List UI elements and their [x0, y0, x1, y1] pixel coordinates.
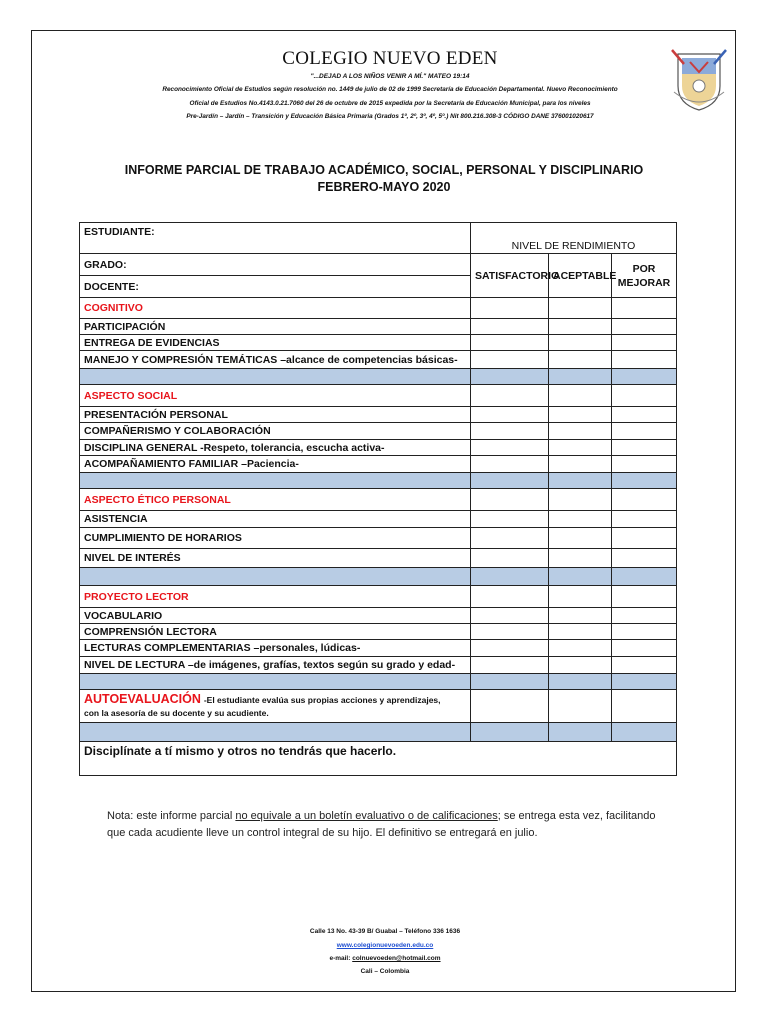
grade-label: GRADO: [80, 254, 471, 276]
criterion-row: COMPRENSIÓN LECTORA [80, 624, 471, 640]
performance-header [471, 223, 677, 254]
separator-band [612, 473, 677, 489]
grade-cell[interactable] [612, 549, 677, 568]
col-improve: POR MEJORAR [612, 254, 677, 298]
grade-cell[interactable] [549, 657, 612, 674]
note-suffix: ; se entrega esta vez, facilitando que cada acudiente lleve un control integral de su hijo. El definitivo se entregará en julio. [107, 810, 656, 839]
grade-cell[interactable] [612, 385, 677, 407]
separator-band [612, 674, 677, 690]
website-link[interactable]: www.colegionuevoeden.edu.co [336, 942, 434, 949]
grade-cell[interactable] [471, 335, 549, 351]
closing-quote: Disciplínate a tí mismo y otros no tendrás que hacerlo. [80, 742, 677, 776]
footer-website-row [190, 942, 580, 949]
separator-band [80, 473, 471, 489]
report-title: INFORME PARCIAL DE TRABAJO ACADÉMICO, SOCIAL, PERSONAL Y DISCIPLINARIO [124, 163, 644, 177]
grade-cell[interactable] [612, 657, 677, 674]
performance-header-text: NIVEL DE RENDIMIENTO [511, 240, 636, 252]
separator-band [80, 674, 471, 690]
note-underlined: no equivale a un boletín evaluativo o de calificaciones [235, 810, 498, 822]
grade-cell[interactable] [471, 440, 549, 456]
criterion-row: VOCABULARIO [80, 608, 471, 624]
grade-cell[interactable] [471, 608, 549, 624]
separator-band [612, 568, 677, 586]
grade-cell[interactable] [612, 335, 677, 351]
separator-band [80, 369, 471, 385]
teacher-label: DOCENTE: [80, 276, 471, 298]
section-title-aspecto-etico: ASPECTO ÉTICO PERSONAL [80, 489, 471, 511]
criterion-row: NIVEL DE LECTURA –de imágenes, grafías, textos según su grado y edad- [80, 657, 471, 674]
separator-band [549, 674, 612, 690]
separator-band [471, 369, 549, 385]
separator-band [612, 369, 677, 385]
grade-cell[interactable] [549, 640, 612, 657]
grade-cell[interactable] [471, 385, 549, 407]
grade-cell[interactable] [549, 690, 612, 723]
separator-band [80, 568, 471, 586]
grade-cell[interactable] [549, 511, 612, 528]
grade-cell[interactable] [549, 351, 612, 369]
email-label: e-mail: [329, 955, 353, 962]
criterion-row: ENTREGA DE EVIDENCIAS [80, 335, 471, 351]
col-acceptable: ACEPTABLE [549, 254, 612, 298]
grade-cell[interactable] [471, 489, 549, 511]
separator-band [549, 473, 612, 489]
separator-band [612, 723, 677, 742]
legal-line-1: Reconocimiento Oficial de Estudios según resolución no. 1449 de julio de 02 de 1999 Secretaría de Educación Departamental. Nuevo Reconocimiento [162, 86, 618, 93]
criterion-row: PARTICIPACIÓN [80, 319, 471, 335]
separator-band [471, 723, 549, 742]
grade-cell[interactable] [612, 624, 677, 640]
school-motto: "...DEJAD A LOS NIÑOS VENIR A MÍ." MATEO 19:14 [310, 73, 470, 80]
section-title-aspecto-social: ASPECTO SOCIAL [80, 385, 471, 407]
section-title-autoevaluacion: AUTOEVALUACIÓN [84, 691, 201, 706]
criterion-row: PRESENTACIÓN PERSONAL [80, 407, 471, 423]
grade-cell[interactable] [471, 586, 549, 608]
grade-cell[interactable] [549, 385, 612, 407]
evaluation-table [79, 222, 677, 776]
grade-cell[interactable] [549, 319, 612, 335]
criterion-row: LECTURAS COMPLEMENTARIAS –personales, lúdicas- [80, 640, 471, 657]
self-evaluation-cell [80, 690, 471, 723]
grade-cell[interactable] [612, 608, 677, 624]
separator-band [549, 723, 612, 742]
grade-cell[interactable] [471, 298, 549, 319]
grade-cell[interactable] [612, 528, 677, 549]
criterion-row: CUMPLIMIENTO DE HORARIOS [80, 528, 471, 549]
separator-band [471, 674, 549, 690]
school-crest-logo [668, 46, 730, 112]
col-satisfactory: SATISFACTORIO [471, 254, 549, 298]
grade-cell[interactable] [549, 608, 612, 624]
grade-cell[interactable] [471, 624, 549, 640]
note-prefix: Nota: este informe parcial [107, 810, 236, 822]
grade-cell[interactable] [549, 423, 612, 440]
separator-band [471, 568, 549, 586]
criterion-row: DISCIPLINA GENERAL -Respeto, tolerancia, escucha activa- [80, 440, 471, 456]
grade-cell[interactable] [549, 624, 612, 640]
grade-cell[interactable] [549, 298, 612, 319]
grade-cell[interactable] [471, 511, 549, 528]
grade-cell[interactable] [612, 690, 677, 723]
grade-cell[interactable] [612, 511, 677, 528]
grade-cell[interactable] [471, 319, 549, 335]
grade-cell[interactable] [549, 335, 612, 351]
grade-cell[interactable] [471, 640, 549, 657]
footer-city: Cali – Colombia [360, 968, 410, 975]
separator-band [471, 473, 549, 489]
grade-cell[interactable] [612, 440, 677, 456]
grade-cell[interactable] [471, 549, 549, 568]
disclaimer-note [107, 808, 667, 842]
grade-cell[interactable] [549, 586, 612, 608]
grade-cell[interactable] [471, 407, 549, 423]
grade-cell[interactable] [471, 423, 549, 440]
criterion-row: MANEJO Y COMPRESIÓN TEMÁTICAS –alcance de competencias básicas- [80, 351, 471, 369]
grade-cell[interactable] [612, 298, 677, 319]
legal-line-2: Oficial de Estudios No.4143.0.21.7060 del 26 de octubre de 2015 expedida por la Secretaría de Educación Municipal, para los niveles [189, 100, 591, 107]
section-title-cognitivo: COGNITIVO [80, 298, 471, 319]
grade-cell[interactable] [549, 407, 612, 423]
grade-cell[interactable] [612, 489, 677, 511]
separator-band [549, 369, 612, 385]
criterion-row: NIVEL DE INTERÉS [80, 549, 471, 568]
criterion-row: ASISTENCIA [80, 511, 471, 528]
footer-address: Calle 13 No. 43-39 B/ Guabal – Teléfono 336 1636 [309, 928, 461, 935]
grade-cell[interactable] [612, 423, 677, 440]
footer-email-row [190, 955, 580, 962]
school-name: COLEGIO NUEVO EDEN [282, 48, 498, 69]
grade-cell[interactable] [471, 528, 549, 549]
grade-cell[interactable] [549, 528, 612, 549]
grade-cell[interactable] [471, 690, 549, 723]
separator-band [549, 568, 612, 586]
criterion-row: ACOMPAÑAMIENTO FAMILIAR –Paciencia- [80, 456, 471, 473]
self-eval-note-2: con la asesoría de su docente y su acudiente. [84, 707, 269, 718]
criterion-row: COMPAÑERISMO Y COLABORACIÓN [80, 423, 471, 440]
grade-cell[interactable] [471, 456, 549, 473]
email-link[interactable]: colnuevoeden@hotmail.com [352, 955, 441, 962]
grade-cell[interactable] [471, 657, 549, 674]
grade-cell[interactable] [549, 489, 612, 511]
grade-cell[interactable] [612, 407, 677, 423]
legal-line-3: Pre-Jardín – Jardín – Transición y Educación Básica Primaria (Grados 1º, 2º, 3º, 4º, 5º.) Nit 800.216.308-3 CÓDIGO DANE 376001020617 [186, 113, 594, 120]
grade-cell[interactable] [612, 640, 677, 657]
self-eval-note-1: -El estudiante evalúa sus propias acciones y aprendizajes, [203, 694, 441, 705]
grade-cell[interactable] [549, 456, 612, 473]
grade-cell[interactable] [612, 586, 677, 608]
section-title-proyecto-lector: PROYECTO LECTOR [80, 586, 471, 608]
grade-cell[interactable] [612, 456, 677, 473]
grade-cell[interactable] [612, 319, 677, 335]
separator-band [80, 723, 471, 742]
report-period: FEBRERO-MAYO 2020 [317, 180, 451, 194]
grade-cell[interactable] [549, 549, 612, 568]
grade-cell[interactable] [612, 351, 677, 369]
student-label: ESTUDIANTE: [80, 223, 471, 254]
grade-cell[interactable] [549, 440, 612, 456]
grade-cell[interactable] [471, 351, 549, 369]
